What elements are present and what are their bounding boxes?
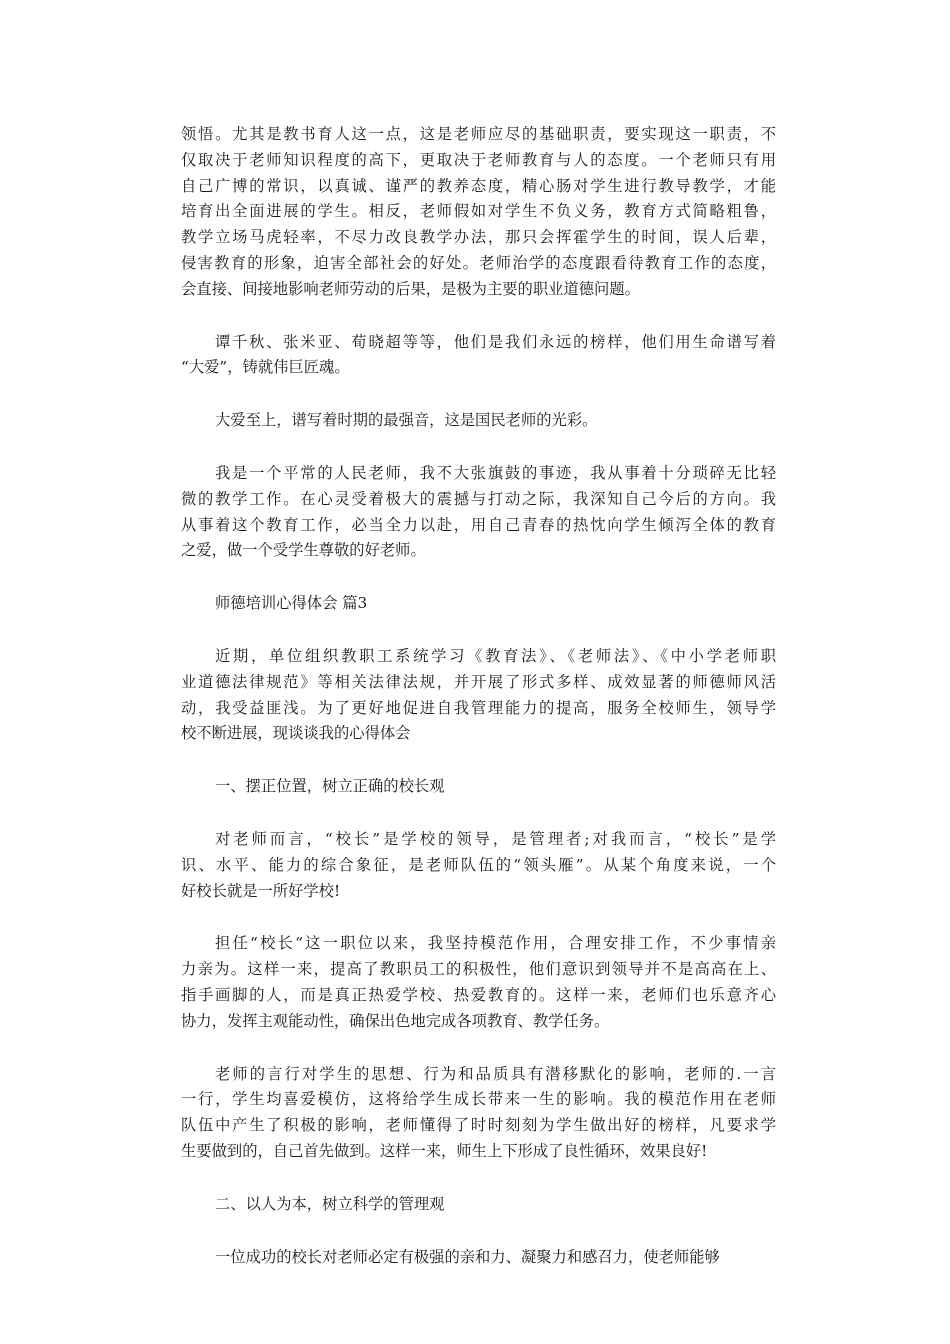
text-line: 好校长就是一所好学校! [181, 881, 341, 900]
text-line: 生要做到的，自己首先做到。这样一来，师生上下形成了良性循环，效果良好! [181, 1141, 708, 1160]
text-line: 师德培训心得体会 篇3 [215, 594, 368, 613]
text-line: 之爱，做一个受学生尊敬的好老师。 [181, 541, 426, 560]
text-line: 谭千秋、张米亚、荀晓超等等，他们是我们永远的榜样，他们用生命谱写着 [215, 332, 776, 351]
text-line: 我是一个平常的人民老师，我不大张旗鼓的事迹，我从事着十分琐碎无比轻 [215, 463, 776, 482]
paragraph [181, 931, 776, 1034]
text-line: 业道德法律规范》等相关法律法规，并开展了形式多样、成效显著的师德师风活 [181, 672, 776, 691]
text-line: 培育出全面进展的学生。相反，老师假如对学生不负义务，教育方式简略粗鲁， [181, 202, 776, 221]
text-line: 微的教学工作。在心灵受着极大的震撼与打动之际，我深知自己今后的方向。我 [181, 489, 776, 508]
paragraph [181, 330, 776, 382]
section-heading [181, 1192, 776, 1218]
text-line: 仅取决于老师知识程度的高下，更取决于老师教育与人的态度。一个老师只有用 [181, 150, 776, 169]
text-line: 大爱至上，谱写着时期的最强音，这是国民老师的光彩。 [215, 411, 598, 430]
text-line: 队伍中产生了积极的影响，老师懂得了时时刻刻为学生做出好的榜样，凡要求学 [181, 1116, 776, 1135]
text-line: 力亲为。这样一来，提高了教职员工的积极性，他们意识到领导并不是高高在上、 [181, 960, 776, 979]
text-line: 对老师而言，“校长”是学校的领导，是管理者;对我而言，“校长”是学 [215, 829, 776, 848]
text-line: 一行，学生均喜爱模仿，这将给学生成长带来一生的影响。我的模范作用在老师 [181, 1090, 776, 1109]
text-line: 担任“校长“这一职位以来，我坚持模范作用，合理安排工作，不少事情亲 [215, 934, 776, 953]
text-line: “大爱”，铸就伟巨匠魂。 [181, 358, 350, 377]
text-line: 二、以人为本，树立科学的管理观 [215, 1194, 445, 1213]
text-line: 近期，单位组织教职工系统学习《教育法》、《老师法》、《中小学老师职 [215, 646, 776, 665]
paragraph [181, 1245, 776, 1271]
paragraph [181, 122, 776, 303]
document-body [181, 122, 776, 1297]
text-line: 会直接、间接地影响老师劳动的后果，是极为主要的职业道德问题。 [181, 279, 640, 298]
paragraph [181, 1062, 776, 1165]
text-line: 侵害教育的形象，迫害全部社会的好处。老师治学的态度跟看待教育工作的态度， [181, 253, 776, 272]
paragraph [181, 408, 776, 434]
text-line: 校不断进展，现谈谈我的心得体会 [181, 724, 411, 743]
text-line: 自己广博的常识，以真诚、谨严的教养态度，精心肠对学生进行教导教学，才能 [181, 176, 776, 195]
paragraph [181, 461, 776, 564]
text-line: 一位成功的校长对老师必定有极强的亲和力、凝聚力和感召力，使老师能够 [215, 1247, 720, 1266]
paragraph [181, 827, 776, 904]
text-line: 协力，发挥主观能动性，确保出色地完成各项教育、教学任务。 [181, 1011, 610, 1030]
text-line: 从事着这个教育工作，必当全力以赴，用自己青春的热忱向学生倾泻全体的教育 [181, 515, 776, 534]
text-line: 老师的言行对学生的思想、行为和品质具有潜移默化的影响，老师的.一言 [215, 1064, 776, 1083]
text-line: 教学立场马虎轻率，不尽力改良教学办法，那只会挥霍学生的时间，误人后辈， [181, 228, 776, 247]
paragraph [181, 644, 776, 747]
text-line: 一、摆正位置，树立正确的校长观 [215, 777, 445, 796]
text-line: 指手画脚的人，而是真正热爱学校、热爱教育的。这样一来，老师们也乐意齐心 [181, 985, 776, 1004]
text-line: 动，我受益匪浅。为了更好地促进自我管理能力的提高，服务全校师生，领导学 [181, 698, 776, 717]
text-line: 识、水平、能力的综合象征，是老师队伍的“领头雁”。从某个角度来说，一个 [181, 855, 776, 874]
section-heading [181, 591, 776, 617]
section-heading [181, 774, 776, 800]
text-line: 领悟。尤其是教书育人这一点，这是老师应尽的基础职责，要实现这一职责，不 [181, 125, 776, 143]
